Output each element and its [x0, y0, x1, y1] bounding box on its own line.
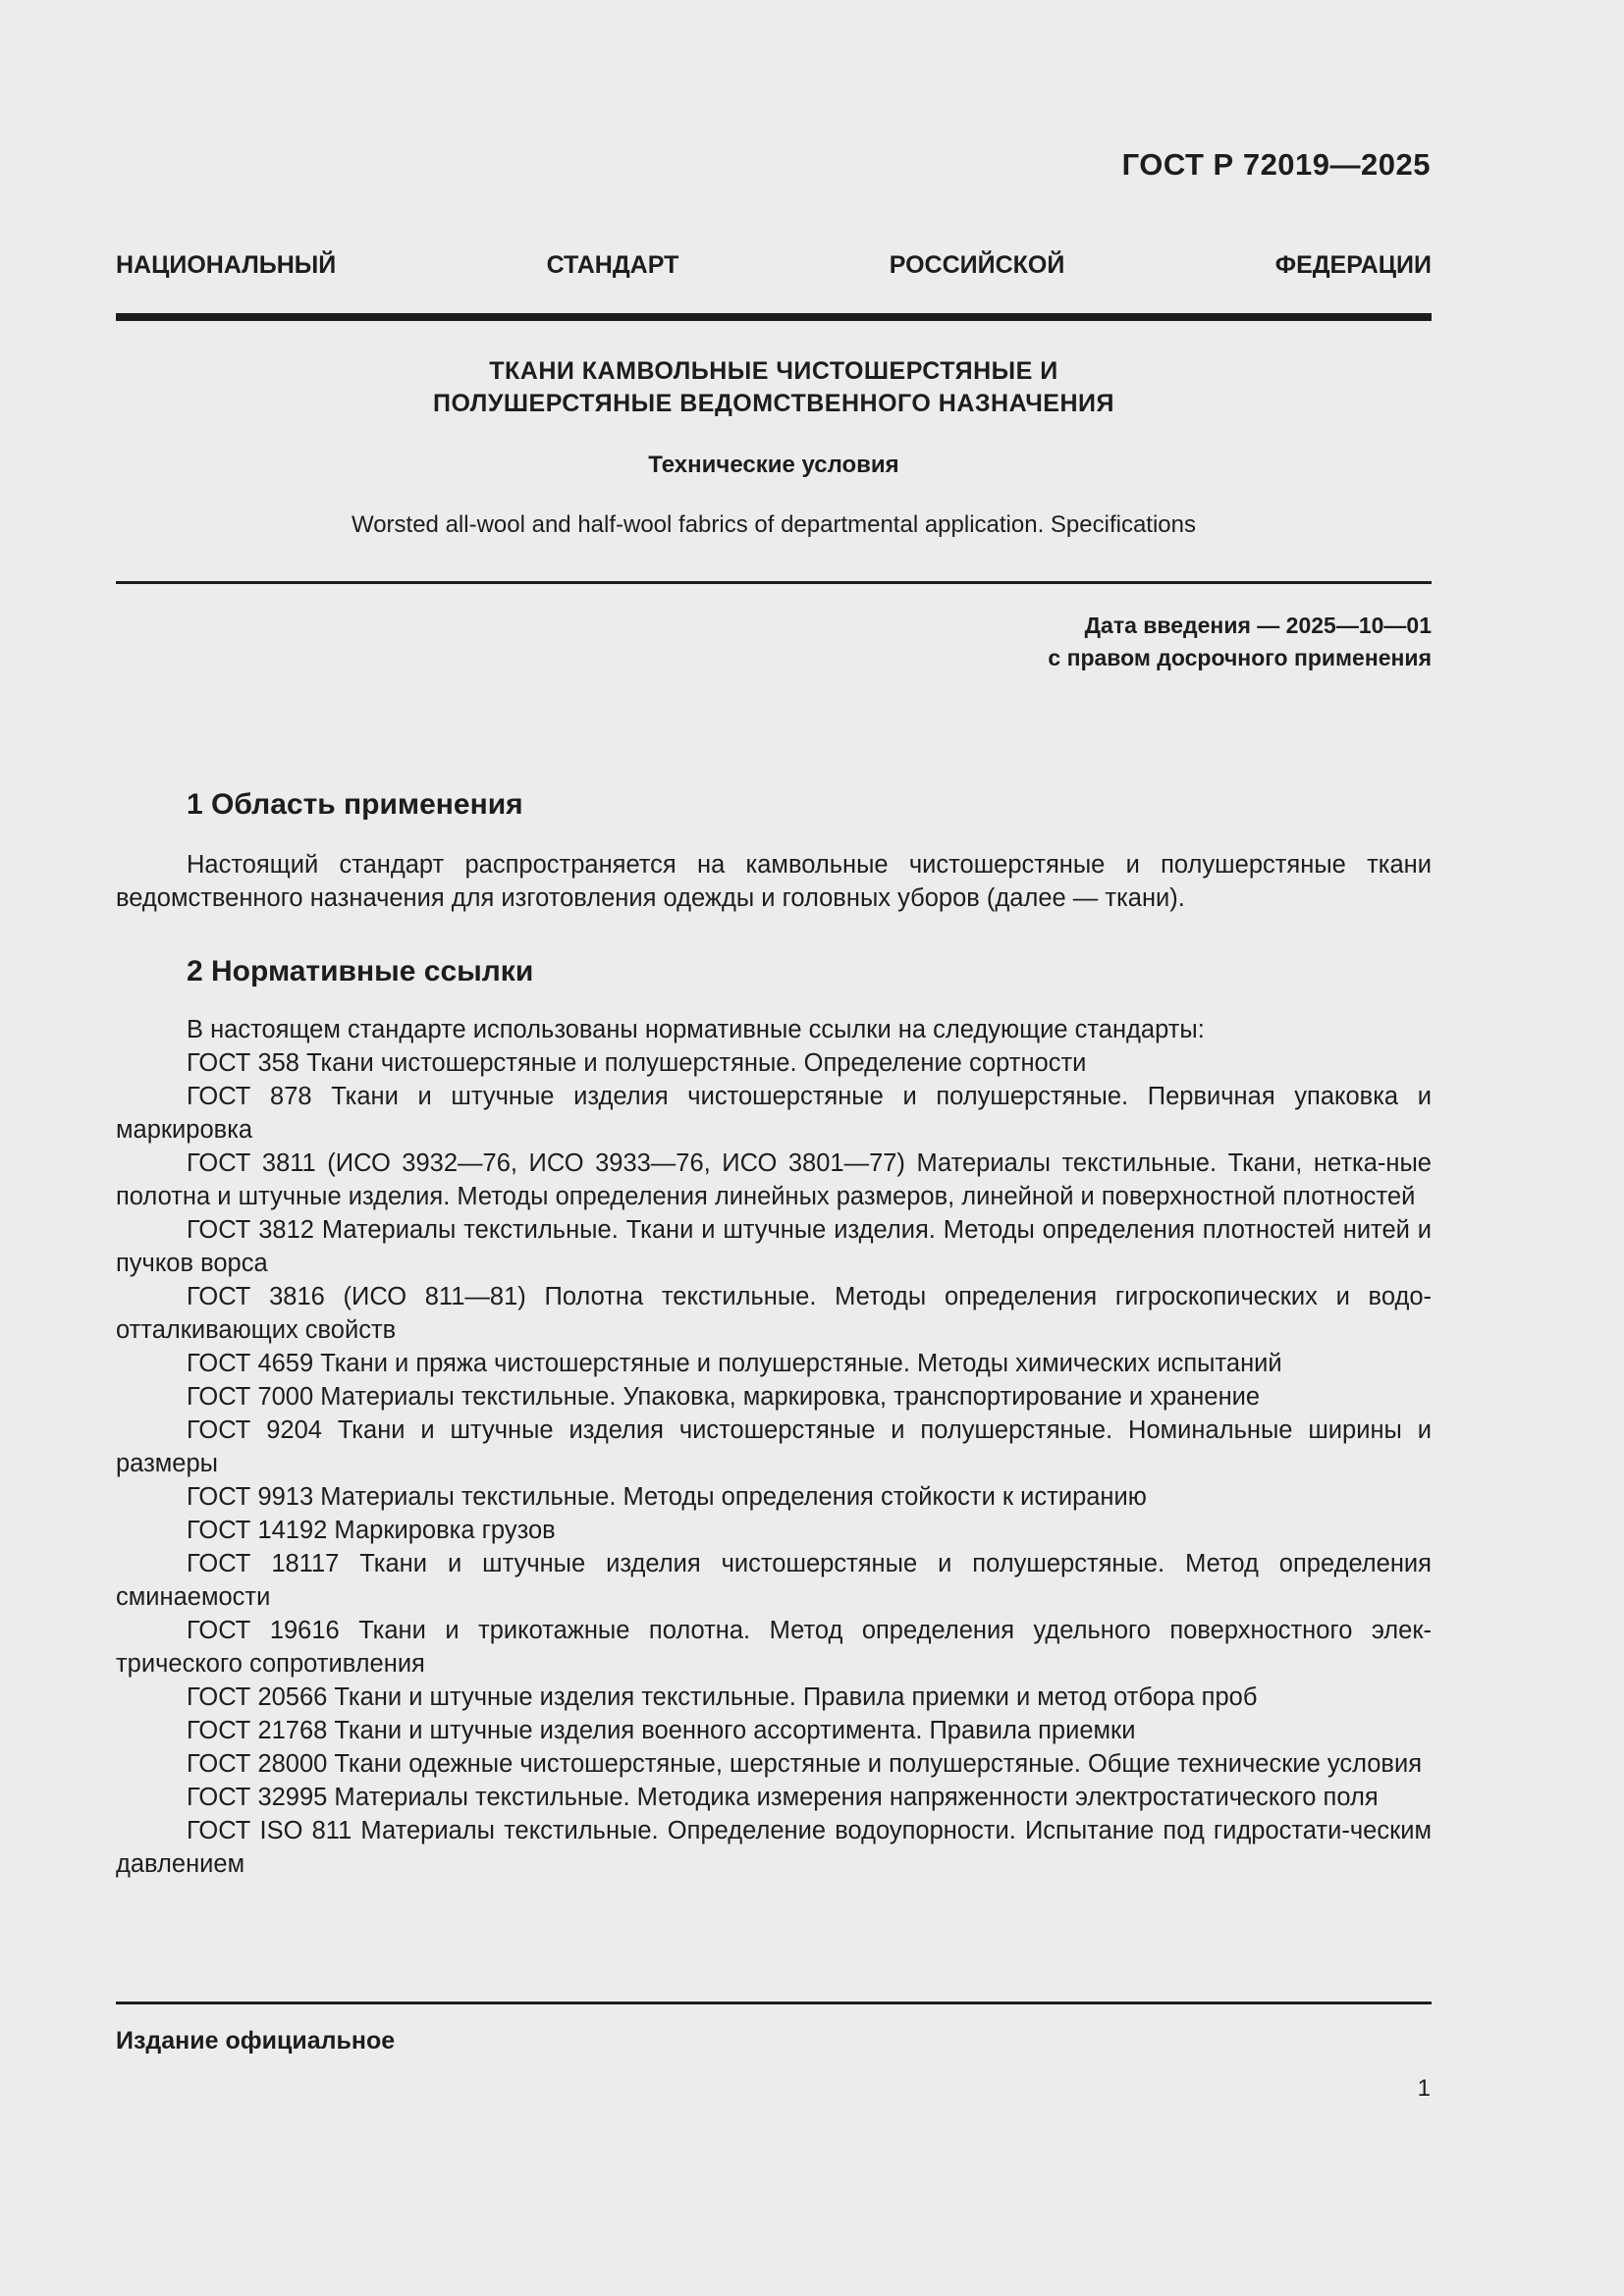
title-divider [116, 581, 1432, 584]
section-2-intro: В настоящем стандарте использованы нормативные ссылки на следующие стандарты: [187, 1016, 1205, 1043]
section-2-body [116, 1013, 1432, 1881]
reference-item: ГОСТ ISO 811 Материалы текстильные. Определение водоупорности. Испытание под гидростати-ческим давлением [116, 1817, 1432, 1878]
reference-item: ГОСТ 14192 Маркировка грузов [187, 1517, 556, 1544]
section-1-paragraph: Настоящий стандарт распространяется на камвольные чистошерстяные и полушерстяные ткани ведомственного назначения для изготовления одежды и головных уборов (далее — ткани). [116, 851, 1432, 912]
reference-item: ГОСТ 358 Ткани чистошерстяные и полушерстяные. Определение сортности [187, 1049, 1087, 1077]
title-line-2: ПОЛУШЕРСТЯНЫЕ ВЕДОМСТВЕННОГО НАЗНАЧЕНИЯ [433, 390, 1114, 417]
english-title: Worsted all-wool and half-wool fabrics of departmental application. Specifications [351, 511, 1196, 538]
reference-item: ГОСТ 3811 (ИСО 3932—76, ИСО 3933—76, ИСО 3801—77) Материалы текстильные. Ткани, нетка-ные полотна и штучные изделия. Методы определения линейных размеров, линейной и поверхностной плотностей [116, 1149, 1432, 1210]
header-divider [116, 313, 1432, 321]
reference-item: ГОСТ 19616 Ткани и трикотажные полотна. Метод определения удельного поверхностного элек-трического сопротивления [116, 1617, 1432, 1678]
introduction-date-block [1048, 610, 1432, 674]
reference-item: ГОСТ 21768 Ткани и штучные изделия военного ассортимента. Правила приемки [187, 1717, 1136, 1744]
reference-item: ГОСТ 3812 Материалы текстильные. Ткани и штучные изделия. Методы определения плотностей нитей и пучков ворса [116, 1216, 1432, 1277]
national-standard-banner [116, 251, 1432, 280]
section-1-body [116, 848, 1432, 915]
reference-item: ГОСТ 4659 Ткани и пряжа чистошерстяные и полушерстяные. Методы химических испытаний [187, 1350, 1282, 1377]
reference-item: ГОСТ 3816 (ИСО 811—81) Полотна текстильные. Методы определения гигроскопических и водо-отталкивающих свойств [116, 1283, 1432, 1344]
section-1-heading: 1 Область применения [187, 788, 523, 821]
footer-divider [116, 2002, 1432, 2004]
document-title [116, 355, 1432, 420]
reference-item: ГОСТ 9913 Материалы текстильные. Методы определения стойкости к истиранию [187, 1483, 1147, 1511]
banner-word: ФЕДЕРАЦИИ [1274, 251, 1432, 279]
early-application-note: с правом досрочного применения [1048, 645, 1432, 670]
reference-item: ГОСТ 7000 Материалы текстильные. Упаковка, маркировка, транспортирование и хранение [187, 1383, 1261, 1411]
document-subtitle: Технические условия [648, 452, 899, 478]
banner-word: НАЦИОНАЛЬНЫЙ [116, 251, 337, 279]
reference-item: ГОСТ 18117 Ткани и штучные изделия чистошерстяные и полушерстяные. Метод определения сминаемости [116, 1550, 1432, 1611]
standard-code: ГОСТ Р 72019—2025 [1121, 147, 1431, 182]
section-2-heading: 2 Нормативные ссылки [187, 955, 534, 988]
reference-item: ГОСТ 878 Ткани и штучные изделия чистошерстяные и полушерстяные. Первичная упаковка и маркировка [116, 1083, 1432, 1144]
banner-word: СТАНДАРТ [546, 251, 679, 279]
reference-item: ГОСТ 32995 Материалы текстильные. Методика измерения напряженности электростатического поля [187, 1784, 1379, 1811]
title-line-1: ТКАНИ КАМВОЛЬНЫЕ ЧИСТОШЕРСТЯНЫЕ И [489, 357, 1058, 385]
banner-word: РОССИЙСКОЙ [889, 251, 1065, 279]
reference-item: ГОСТ 28000 Ткани одежные чистошерстяные, шерстяные и полушерстяные. Общие технические условия [187, 1750, 1423, 1778]
page-number: 1 [1417, 2075, 1431, 2102]
official-edition-label: Издание официальное [116, 2027, 396, 2055]
reference-item: ГОСТ 9204 Ткани и штучные изделия чистошерстяные и полушерстяные. Номинальные ширины и размеры [116, 1416, 1432, 1477]
reference-item: ГОСТ 20566 Ткани и штучные изделия текстильные. Правила приемки и метод отбора проб [187, 1683, 1258, 1711]
introduction-date: Дата введения — 2025—10—01 [1084, 613, 1432, 638]
